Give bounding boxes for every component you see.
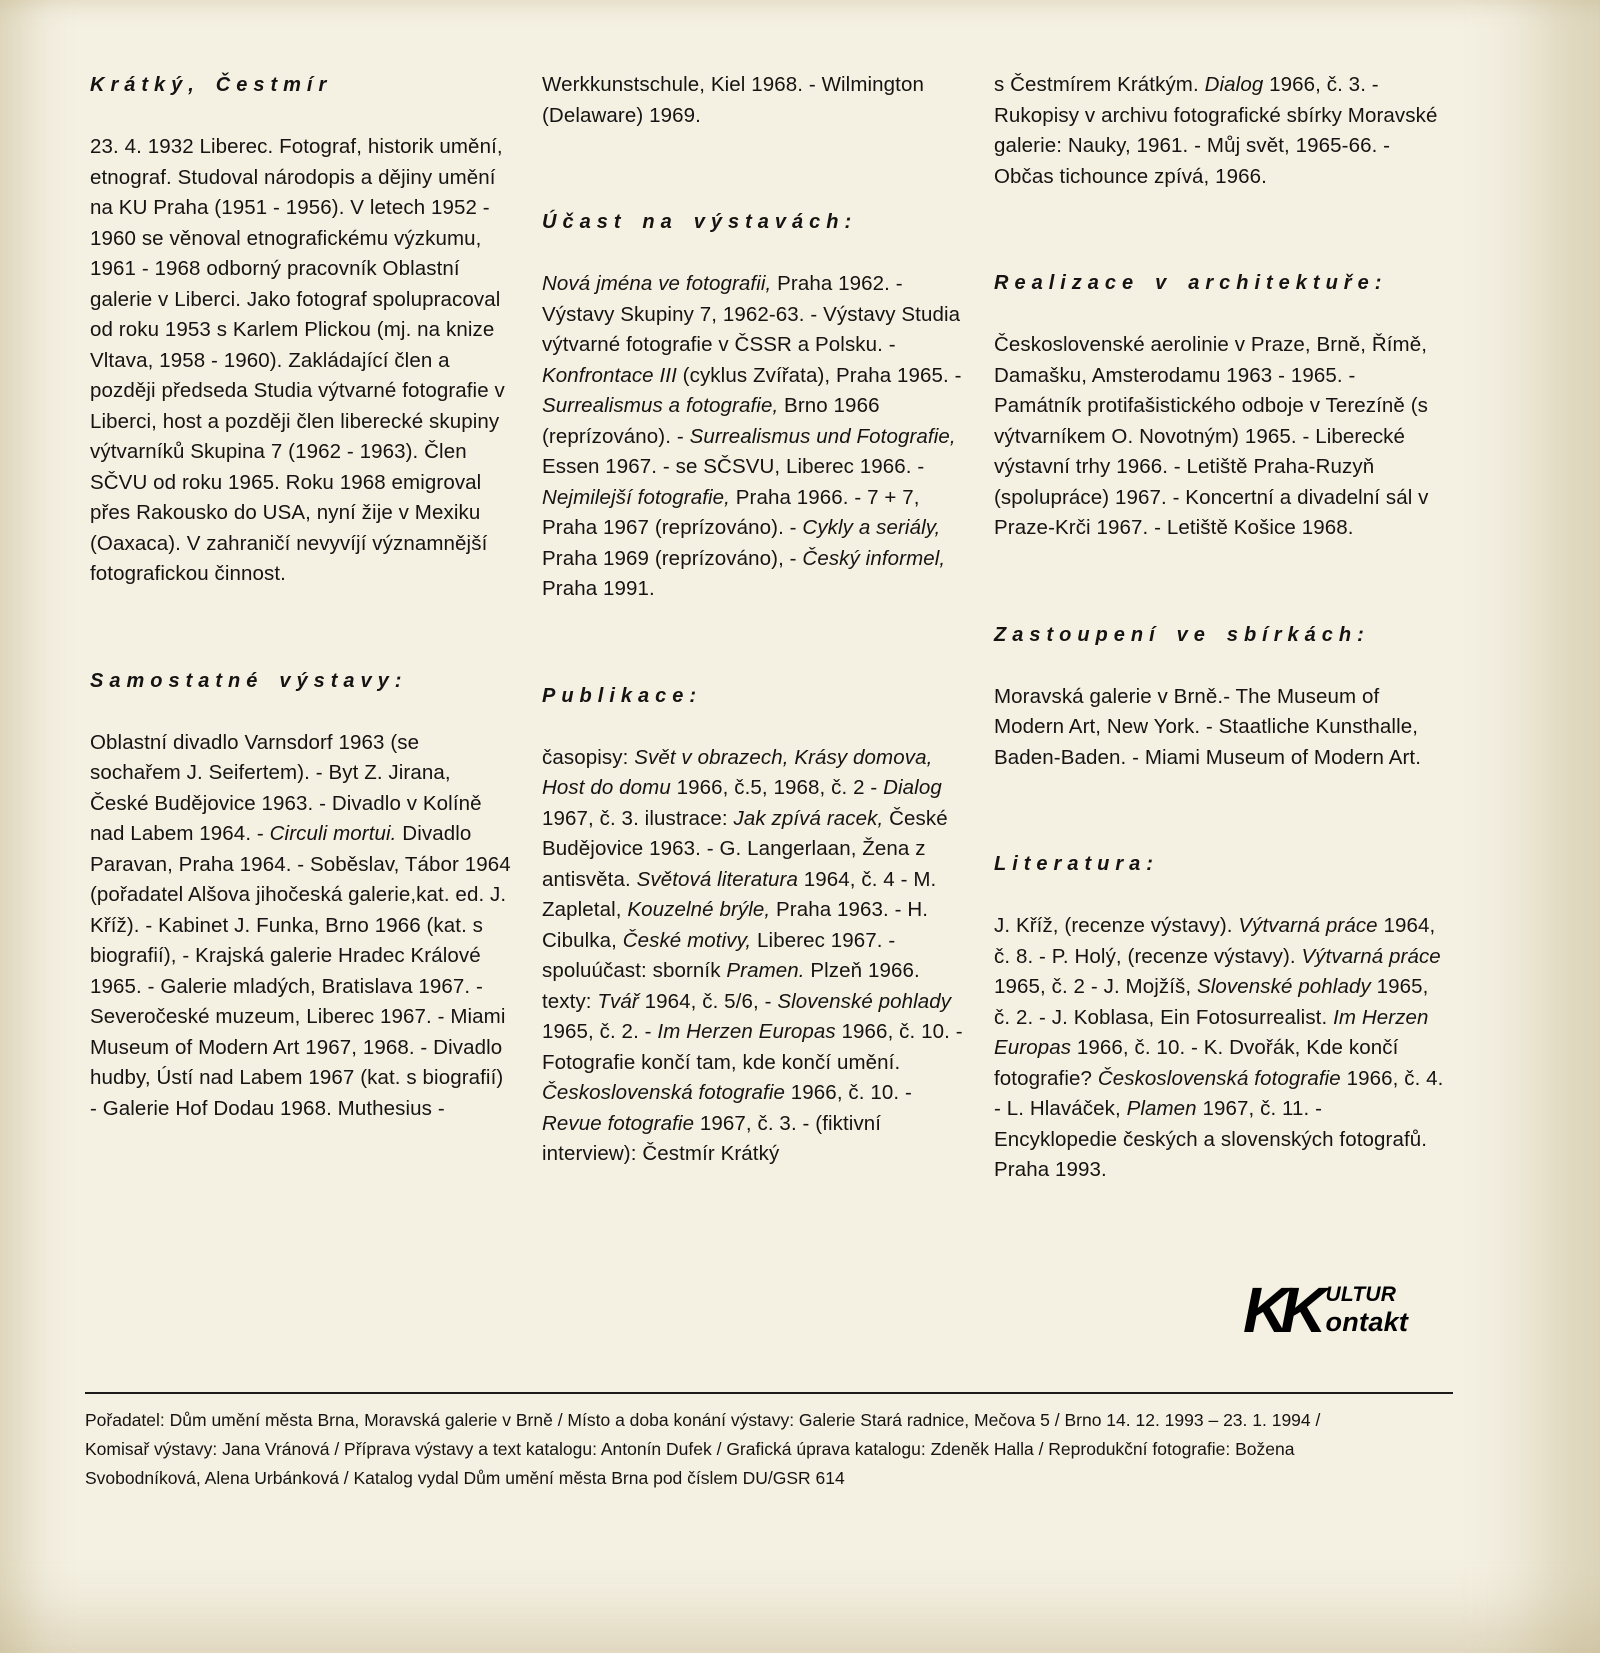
imprint-line: Pořadatel: Dům umění města Brna, Moravská galerie v Brně / Místo a doba konání výstavy: Galerie Stará radnice, Mečova 5 / Brno 14. 12. 1993 – 23. 1. 1994 / (85, 1410, 1321, 1430)
paragraph: Československé aerolinie v Praze, Brně, Římě, Damašku, Amsterodamu 1963 - 1965. - Památník protifašistického odboje v Terezíně (s výtvarníkem O. Novotným) 1965. - Liberecké výstavní trhy 1966. - Letiště Praha-Ruzyň (spolupráce) 1967. - Koncertní a divadelní sál v Praze-Krči 1967. - Letiště Košice 1968. (994, 333, 1429, 539)
paragraph: s Čestmírem Krátkým. Dialog 1966, č. 3. - Rukopisy v archivu fotografické sbírky Moravské galerie: Nauky, 1961. - Můj svět, 1965-66. - Občas tichounce zpívá, 1966. (994, 73, 1438, 188)
footer-divider (85, 1392, 1453, 1394)
section-heading: Zastoupení ve sbírkách: (994, 623, 1370, 646)
section-heading: Publikace: (542, 684, 703, 707)
column-right (994, 70, 1446, 1186)
paragraph: Moravská galerie v Brně.- The Museum of Modern Art, New York. - Staatliche Kunsthalle, Baden-Baden. - Miami Museum of Modern Art. (994, 684, 1422, 769)
kulturkontakt-logo (1243, 1274, 1409, 1346)
section-heading: Účast na výstavách: (542, 211, 858, 233)
paragraph: Werkkunstschule, Kiel 1968. - Wilmington (Delaware) 1969. (542, 73, 924, 127)
logo-monogram: KK (1243, 1274, 1318, 1346)
section-heading: Samostatné výstavy: (90, 669, 408, 692)
paragraph: Nová jména ve fotografii, Praha 1962. - Výstavy Skupiny 7, 1962-63. - Výstavy Studia výtvarné fotografie v ČSSR a Polsku. - Konfrontace III (cyklus Zvířata), Praha 1965. - Surrealismus a fotografie, Brno 1966 (reprízováno). - Surrealismus und Fotografie, Essen 1967. - se SČSVU, Liberec 1966. - Nejmilejší fotografie, Praha 1966. - 7 + 7, Praha 1967 (reprízováno). - Cykly a seriály, Praha 1969 (reprízováno), - Český informel, Praha 1991. (542, 272, 962, 600)
paragraph: 23. 4. 1932 Liberec. Fotograf, historik umění, etnograf. Studoval národopis a dějiny umění na KU Praha (1951 - 1956). V letech 1952 - 1960 se věnoval etnografickému výzkumu, 1961 - 1968 odborný pracovník Oblastní galerie v Liberci. Jako fotograf spolupracoval od roku 1953 s Karlem Plickou (mj. na knize Vltava, 1958 - 1960). Zakládající člen a později předseda Studia výtvarné fotografie v Liberci, host a později člen liberecké skupiny výtvarníků Skupina 7 (1962 - 1963). Člen SČVU od roku 1965. Roku 1968 emigroval přes Rakousko do USA, nyní žije v Mexiku (Oaxaca). V zahraničí nevyvíjí významnější fotografickou činnost. (90, 135, 505, 585)
text-columns (90, 70, 1450, 1186)
section-heading: Realizace v architektuře: (994, 272, 1388, 294)
paragraph: časopisy: Svět v obrazech, Krásy domova, Host do domu 1966, č.5, 1968, č. 2 - Dialog 1967, č. 3. ilustrace: Jak zpívá racek, České Budějovice 1963. - G. Langerlaan, Žena z antisvěta. Světová literatura 1964, č. 4 - M. Zapletal, Kouzelné brýle, Praha 1963. - H. Cibulka, České motivy, Liberec 1967. - spoluúčast: sborník Pramen. Plzeň 1966. texty: Tvář 1964, č. 5/6, - Slovenské pohlady 1965, č. 2. - Im Herzen Europas 1966, č. 10. - Fotografie končí tam, kde končí umění. Československá fotografie 1966, č. 10. - Revue fotografie 1967, č. 3. - (fiktivní interview): Čestmír Krátký (542, 745, 963, 1165)
section-heading: Krátký, Čestmír (90, 74, 333, 96)
column-middle (542, 70, 964, 1186)
logo-wordmark (1326, 1280, 1409, 1340)
logo-word-bottom: ontakt (1325, 1307, 1409, 1337)
section-heading: Literatura: (994, 853, 1159, 875)
paragraph: J. Kříž, (recenze výstavy). Výtvarná práce 1964, č. 8. - P. Holý, (recenze výstavy). Výtvarná práce 1965, č. 2 - J. Mojžíš, Slovenské pohlady 1965, č. 2. - J. Koblasa, Ein Fotosurrealist. Im Herzen Europas 1966, č. 10. - K. Dvořák, Kde končí fotografie? Československá fotografie 1966, č. 4. - L. Hlaváček, Plamen 1967, č. 11. - Encyklopedie českých a slovenských fotografů. Praha 1993. (994, 914, 1444, 1181)
imprint (85, 1406, 1485, 1493)
imprint-line: Komisař výstavy: Jana Vránová / Příprava výstavy a text katalogu: Antonín Dufek / Grafická úprava katalogu: Zdeněk Halla / Reprodukční fotografie: Božena (85, 1439, 1295, 1459)
imprint-line: Svobodníková, Alena Urbánková / Katalog vydal Dům umění města Brna pod číslem DU/GSR 614 (85, 1468, 845, 1488)
paragraph: Oblastní divadlo Varnsdorf 1963 (se sochařem J. Seifertem). - Byt Z. Jirana, České Budějovice 1963. - Divadlo v Kolíně nad Labem 1964. - Circuli mortui. Divadlo Paravan, Praha 1964. - Soběslav, Tábor 1964 (pořadatel Alšova jihočeská galerie,kat. ed. J. Kříž). - Kabinet J. Funka, Brno 1966 (kat. s biografií), - Krajská galerie Hradec Králové 1965. - Galerie mladých, Bratislava 1967. - Severočeské muzeum, Liberec 1967. - Miami Museum of Modern Art 1967, 1968. - Divadlo hudby, Ústí nad Labem 1967 (kat. s biografií) - Galerie Hof Dodau 1968. Muthesius - (90, 730, 511, 1120)
logo-word-top: ULTUR (1325, 1283, 1397, 1306)
column-left (90, 70, 512, 1186)
